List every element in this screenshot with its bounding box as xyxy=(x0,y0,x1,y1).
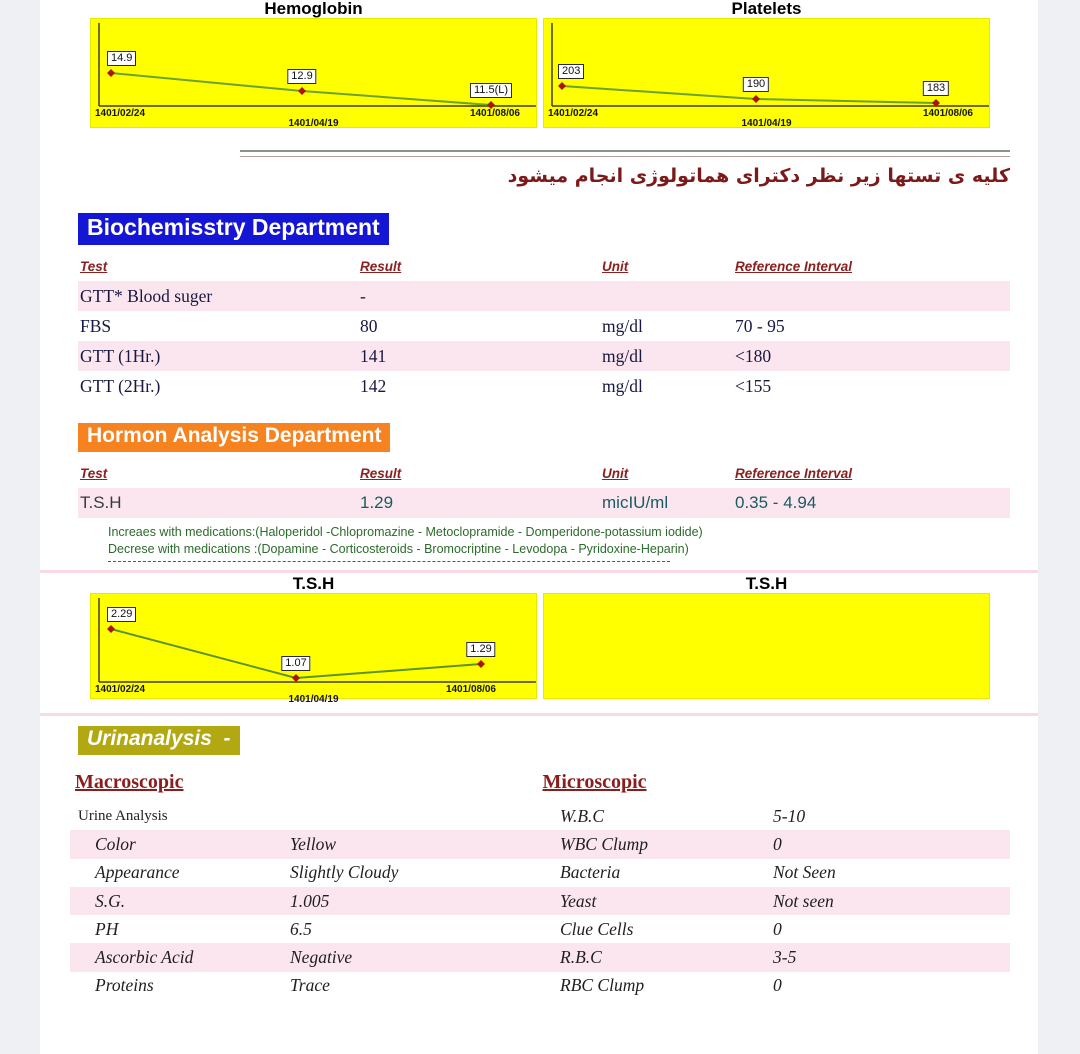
note-increase: Increaes with medications:(Haloperidol -Chlopromazine - Metoclopramide - Domperidone-potassium iodide) xyxy=(108,525,703,539)
hormone-department-header xyxy=(78,423,1038,452)
tsh-chart-plot xyxy=(90,593,537,705)
x-axis-date-label: 1401/08/06 xyxy=(445,684,496,695)
table-cell: W.B.C xyxy=(560,805,605,826)
table-row xyxy=(78,281,1010,311)
table-row xyxy=(70,943,1010,971)
microscopic-heading: Microscopic xyxy=(542,771,647,793)
pink-section-strip xyxy=(40,713,1038,716)
table-cell: Not seen xyxy=(773,890,834,911)
table-row xyxy=(70,802,1010,830)
biochemistry-results-table xyxy=(78,259,1010,401)
table-cell: FBS xyxy=(80,315,112,336)
x-axis-date-label: 1401/02/24 xyxy=(95,108,146,119)
column-header: Unit xyxy=(602,259,629,274)
table-row xyxy=(70,859,1010,887)
table-cell: Urine Analysis xyxy=(78,807,168,824)
x-axis-date-label: 1401/08/06 xyxy=(469,108,520,119)
tsh-chart xyxy=(90,574,537,705)
chart-title-tsh-empty: T.S.H xyxy=(745,574,788,593)
table-header-row xyxy=(78,259,1010,281)
tsh-medication-notes xyxy=(108,524,1010,558)
table-cell: 1.005 xyxy=(290,890,330,911)
divider-line-top xyxy=(240,150,1010,152)
column-header: Result xyxy=(360,466,402,481)
table-cell: mg/dl xyxy=(602,345,643,366)
hemoglobin-chart xyxy=(90,0,537,128)
table-cell xyxy=(290,802,558,830)
table-cell: GTT* Blood suger xyxy=(80,285,213,306)
biochemistry-department-badge: Biochemisstry Department xyxy=(78,213,389,245)
table-cell: 0 xyxy=(773,918,782,939)
hematology-note-farsi: کلیه ی تستها زیر نظر دکترای هماتولوژی انجام میشود xyxy=(507,165,1010,187)
urinalysis-badge: Urinanalysis - xyxy=(78,726,240,755)
table-row xyxy=(78,371,1010,401)
platelets-chart-plot xyxy=(543,18,990,128)
table-cell: Slightly Cloudy xyxy=(290,862,399,883)
table-row xyxy=(70,972,1010,1000)
column-header: Reference Interval xyxy=(735,466,853,481)
table-cell: S.G. xyxy=(95,890,126,911)
table-cell: 142 xyxy=(360,375,387,396)
urinalysis-table xyxy=(70,802,1010,1000)
lab-report-document xyxy=(40,0,1038,1054)
chart-title-tsh: T.S.H xyxy=(292,574,335,593)
column-header: Test xyxy=(80,259,108,274)
table-cell: 3-5 xyxy=(773,947,797,968)
table-cell: Yeast xyxy=(560,890,597,911)
table-cell: 6.5 xyxy=(290,918,312,939)
table-cell: RBC Clump xyxy=(560,975,645,996)
table-cell: PH xyxy=(95,918,119,939)
table-cell: 0 xyxy=(773,833,782,854)
table-cell: R.B.C xyxy=(560,947,602,968)
x-axis-date-label: 1401/08/06 xyxy=(922,108,973,119)
data-point-label: 11.5(L) xyxy=(470,83,512,98)
table-cell: - xyxy=(360,285,366,306)
platelets-chart xyxy=(543,0,990,128)
x-axis-date-label: 1401/02/24 xyxy=(95,684,146,695)
table-cell: micIU/ml xyxy=(602,493,669,512)
trend-charts-top xyxy=(40,0,1038,128)
table-cell: 0.35 - 4.94 xyxy=(735,493,817,512)
data-point-label: 190 xyxy=(743,77,769,92)
tsh-chart-empty xyxy=(543,575,990,699)
column-header: Result xyxy=(360,259,402,274)
tsh-empty-chart-plot xyxy=(543,593,990,699)
x-axis-date-label: 1401/04/19 xyxy=(741,118,792,129)
table-cell: <180 xyxy=(735,345,772,366)
table-cell: Not Seen xyxy=(773,862,836,883)
data-point-label: 1.07 xyxy=(281,656,310,671)
table-cell: T.S.H xyxy=(80,493,122,512)
table-cell: Appearance xyxy=(95,862,180,883)
hormone-department-badge: Hormon Analysis Department xyxy=(78,423,390,452)
data-point-label: 203 xyxy=(558,64,584,79)
table-row xyxy=(78,488,1010,518)
table-cell: WBC Clump xyxy=(560,833,648,854)
chart-title-hemoglobin: Hemoglobin xyxy=(264,0,363,18)
hormone-results-table xyxy=(78,466,1010,518)
table-cell: GTT (2Hr.) xyxy=(80,375,161,396)
dashed-divider xyxy=(108,561,670,562)
table-cell: Bacteria xyxy=(560,862,621,883)
data-point-label: 12.9 xyxy=(287,69,316,84)
table-cell xyxy=(600,281,733,311)
table-cell: mg/dl xyxy=(602,315,643,336)
macroscopic-heading: Macroscopic xyxy=(75,771,184,793)
table-cell: Proteins xyxy=(95,975,154,996)
data-point-label: 183 xyxy=(923,81,949,96)
table-cell: GTT (1Hr.) xyxy=(80,345,161,366)
table-row xyxy=(70,915,1010,943)
column-header: Reference Interval xyxy=(735,259,853,274)
pink-section-strip xyxy=(40,570,1038,573)
data-point-label: 1.29 xyxy=(466,642,495,657)
column-header: Unit xyxy=(602,466,629,481)
trend-charts-tsh xyxy=(40,574,1038,705)
table-row xyxy=(78,341,1010,371)
urinalysis-header xyxy=(78,726,1038,755)
table-cell: Clue Cells xyxy=(560,918,634,939)
table-cell: Color xyxy=(95,833,136,854)
section-divider xyxy=(240,150,1010,157)
table-row xyxy=(70,830,1010,858)
table-cell: Yellow xyxy=(290,833,337,854)
table-header-row xyxy=(78,466,1010,488)
table-cell: 70 - 95 xyxy=(735,315,785,336)
table-cell: 0 xyxy=(773,975,782,996)
table-cell: mg/dl xyxy=(602,375,643,396)
column-header: Test xyxy=(80,466,108,481)
table-cell: 5-10 xyxy=(773,805,806,826)
table-row xyxy=(70,887,1010,915)
table-row xyxy=(78,311,1010,341)
data-point-label: 2.29 xyxy=(107,607,136,622)
chart-title-platelets: Platelets xyxy=(731,0,802,18)
x-axis-date-label: 1401/04/19 xyxy=(288,694,339,705)
biochemistry-department-header xyxy=(78,213,1038,245)
note-decrease: Decrese with medications :(Dopamine - Corticosteroids - Bromocriptine - Levodopa - Pyridoxine-Heparin) xyxy=(108,542,689,556)
table-cell xyxy=(733,281,1010,311)
table-cell: 141 xyxy=(360,345,387,366)
table-cell: 1.29 xyxy=(360,493,394,512)
table-cell: Ascorbic Acid xyxy=(95,947,194,968)
table-cell: 80 xyxy=(360,315,378,336)
x-axis-date-label: 1401/04/19 xyxy=(288,118,339,129)
table-cell: Negative xyxy=(290,947,353,968)
data-point-label: 14.9 xyxy=(107,51,136,66)
divider-line-bottom xyxy=(240,156,1010,157)
urinalysis-scope-headings xyxy=(75,771,1010,794)
table-cell: Trace xyxy=(290,975,330,996)
hemoglobin-chart-plot xyxy=(90,18,537,128)
x-axis-date-label: 1401/02/24 xyxy=(548,108,599,119)
table-cell: <155 xyxy=(735,375,772,396)
